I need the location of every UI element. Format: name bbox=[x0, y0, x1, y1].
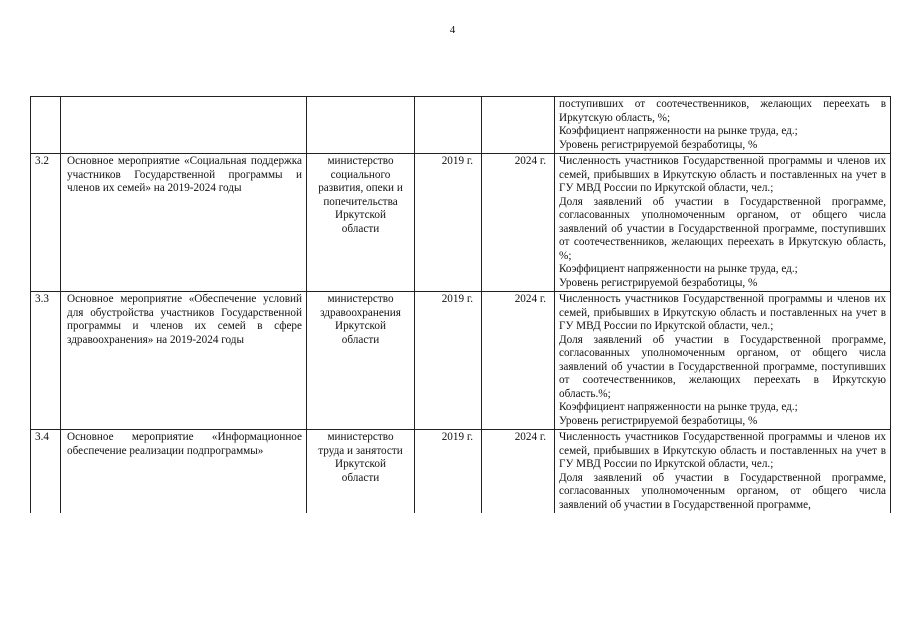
indicator-item: Численность участников Государственной программы и членов их семей, прибывших в Иркутскую область и поставленных на учет в ГУ МВД России по Иркутской области, чел.; bbox=[559, 431, 886, 470]
end-year: 2024 г. bbox=[482, 430, 555, 514]
indicators bbox=[555, 154, 891, 292]
indicators bbox=[555, 430, 891, 514]
indicator-item: Доля заявлений об участии в Государственной программе, согласованных уполномоченным органом, от общего числа заявлений об участии в Государственной программе, bbox=[559, 471, 886, 511]
start-year: 2019 г. bbox=[415, 292, 482, 430]
executor-line: министерство bbox=[327, 155, 394, 167]
indicator-item: Коэффициент напряженности на рынке труда, ед.; bbox=[559, 401, 798, 413]
executor bbox=[307, 430, 415, 514]
executor-line: Иркутской bbox=[335, 209, 386, 221]
measure-name bbox=[61, 97, 307, 154]
executor-line: Иркутской bbox=[335, 458, 386, 470]
indicator-item: Уровень регистрируемой безработицы, % bbox=[559, 414, 758, 427]
start-year: 2019 г. bbox=[415, 430, 482, 514]
executor-line: попечительства bbox=[323, 195, 398, 208]
executor-line: министерство bbox=[327, 293, 394, 305]
row-number: 3.3 bbox=[31, 292, 61, 430]
indicator-item: Уровень регистрируемой безработицы, % bbox=[559, 138, 758, 151]
executor-line: министерство bbox=[327, 431, 394, 443]
executor-line: области bbox=[341, 333, 380, 346]
row-number bbox=[31, 97, 61, 154]
indicator-item: Численность участников Государственной программы и членов их семей, прибывших в Иркутскую область и поставленных на учет в ГУ МВД России по Иркутской области, чел.; bbox=[559, 155, 886, 194]
executor-line: труда и занятости bbox=[318, 444, 403, 457]
executor-line: области bbox=[341, 222, 380, 235]
executor-line: социального bbox=[330, 168, 391, 181]
table-row-3-4 bbox=[31, 430, 891, 514]
measure-name: Основное мероприятие «Социальная поддержка участников Государственной программы и членов их семей» на 2019-2024 годы bbox=[61, 154, 307, 292]
table-row-3-2 bbox=[31, 154, 891, 292]
row-number: 3.2 bbox=[31, 154, 61, 292]
executor-line: Иркутской bbox=[335, 320, 386, 332]
indicators bbox=[555, 97, 891, 154]
indicator-item: Доля заявлений об участии в Государственной программе, согласованных уполномоченным органом, от общего числа заявлений об участии в Государственной программе, поступивших от соотечественников, желающих переехать в Иркутскую область, %; bbox=[559, 195, 886, 262]
page-number: 4 bbox=[449, 24, 456, 36]
measure-name: Основное мероприятие «Обеспечение условий для обустройства участников Государственной программы и членов их семей в сфере здравоохранения» на 2019-2024 годы bbox=[61, 292, 307, 430]
indicator-item: поступивших от соотечественников, желающих переехать в Иркутскую область, %; bbox=[559, 98, 886, 124]
end-year: 2024 г. bbox=[482, 154, 555, 292]
table-row-3-3 bbox=[31, 292, 891, 430]
table-row-continued bbox=[31, 97, 891, 154]
start-year bbox=[415, 97, 482, 154]
executor-line: области bbox=[341, 471, 380, 484]
executor-line: развития, опеки и bbox=[318, 182, 403, 194]
indicator-item: Уровень регистрируемой безработицы, % bbox=[559, 276, 758, 289]
executor bbox=[307, 97, 415, 154]
end-year bbox=[482, 97, 555, 154]
indicator-item: Численность участников Государственной программы и членов их семей, прибывших в Иркутскую область и поставленных на учет в ГУ МВД России по Иркутской области, чел.; bbox=[559, 293, 886, 332]
row-number: 3.4 bbox=[31, 430, 61, 514]
start-year: 2019 г. bbox=[415, 154, 482, 292]
measure-name: Основное мероприятие «Информационное обеспечение реализации подпрограммы» bbox=[61, 430, 307, 514]
executor-line: здравоохранения bbox=[320, 306, 401, 319]
end-year: 2024 г. bbox=[482, 292, 555, 430]
indicator-item: Доля заявлений об участии в Государственной программе, согласованных уполномоченным органом, от общего числа заявлений об участии в Государственной программе, поступивших от соотечественников, желающих переехать в Иркутскую область.%; bbox=[559, 333, 886, 400]
executor bbox=[307, 292, 415, 430]
indicator-item: Коэффициент напряженности на рынке труда, ед.; bbox=[559, 125, 798, 137]
measures-table bbox=[30, 96, 891, 513]
executor bbox=[307, 154, 415, 292]
indicators bbox=[555, 292, 891, 430]
indicator-item: Коэффициент напряженности на рынке труда, ед.; bbox=[559, 263, 798, 275]
